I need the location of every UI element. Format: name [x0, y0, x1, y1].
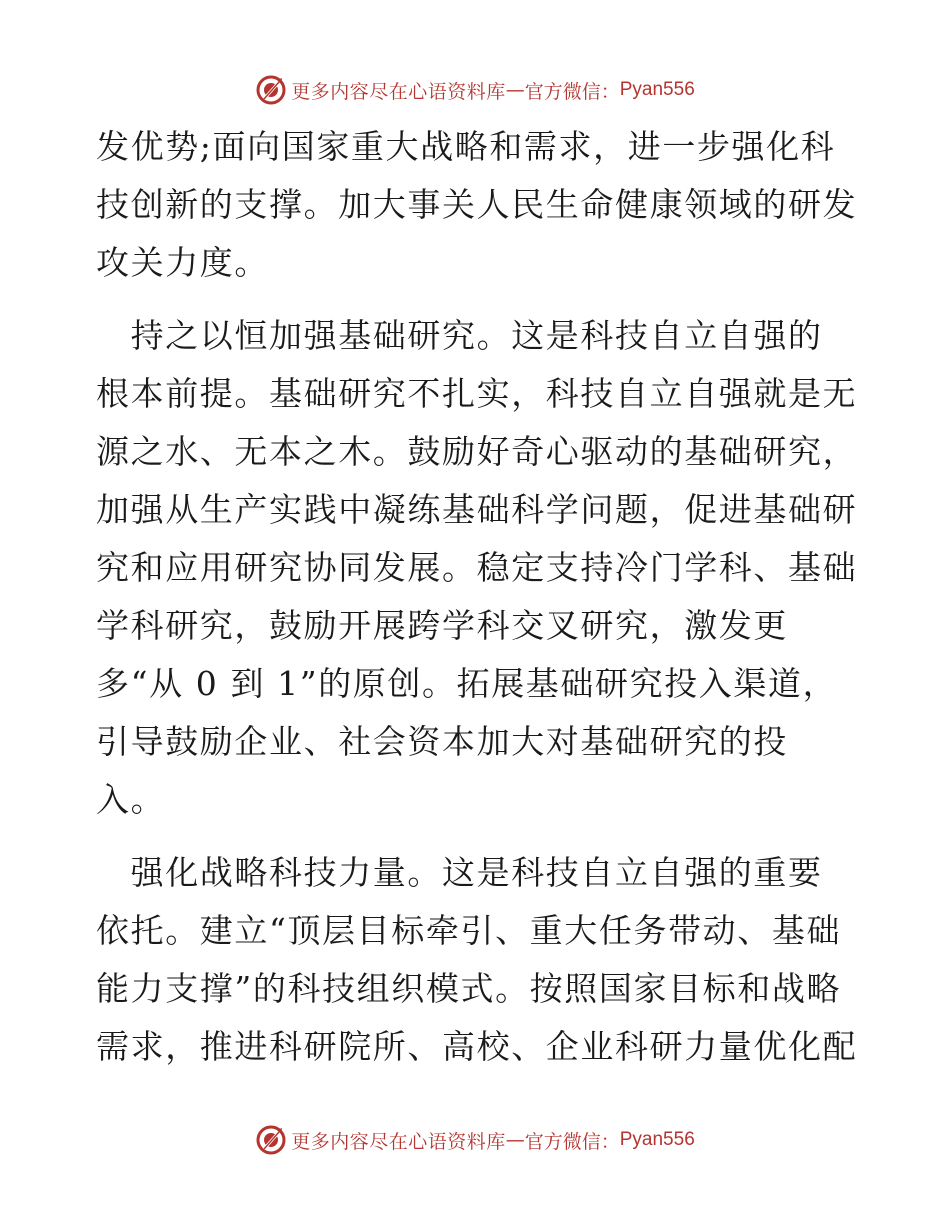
- text-line: 技创新的支撑。加大事关人民生命健康领域的研发: [96, 185, 858, 224]
- text-line: 强化战略科技力量。这是科技自立自强的重要: [96, 853, 823, 892]
- header-dash: —: [505, 79, 525, 101]
- text-line: 依托。建立“顶层目标牵引、重大任务带动、基础: [96, 911, 842, 950]
- text-line: 加强从生产实践中凝练基础科学问题，促进基础研: [96, 490, 858, 529]
- footer-dash: —: [505, 1129, 525, 1151]
- text-line: 根本前提。基础研究不扎实，科技自立自强就是无: [96, 374, 858, 413]
- text-line: 入。: [96, 780, 166, 819]
- pen-logo-icon: [255, 1124, 287, 1156]
- text-line: 能力支撑”的科技组织模式。按照国家目标和战略: [96, 969, 842, 1008]
- text-line: 持之以恒加强基础研究。这是科技自立自强的: [96, 316, 823, 355]
- pen-logo-icon: [255, 74, 287, 106]
- text-line: 引导鼓励企业、社会资本加大对基础研究的投: [96, 722, 788, 761]
- footer-title: 更多内容尽在心语资料库: [291, 1130, 506, 1153]
- text-line: 需求，推进科研院所、高校、企业科研力量优化配: [96, 1027, 858, 1066]
- text-line: 究和应用研究协同发展。稳定支持冷门学科、基础: [96, 548, 858, 587]
- footer-wechat-id: Pyan556: [619, 1129, 695, 1150]
- text-line: 多“从 0 到 1”的原创。拓展基础研究投入渠道，: [96, 664, 838, 703]
- header-wechat-id: Pyan556: [619, 79, 695, 100]
- text-line: 源之水、无本之木。鼓励好奇心驱动的基础研究，: [96, 432, 858, 471]
- footer-banner: [0, 1122, 950, 1158]
- text-line: 攻关力度。: [96, 243, 269, 282]
- text-line: 发优势;面向国家重大战略和需求，进一步强化科: [96, 127, 836, 166]
- header-title: 更多内容尽在心语资料库: [291, 80, 506, 103]
- header-banner: [0, 72, 950, 108]
- header-wechat-label: 官方微信：: [524, 80, 620, 103]
- footer-wechat-label: 官方微信：: [524, 1130, 620, 1153]
- text-line: 学科研究，鼓励开展跨学科交叉研究，激发更: [96, 606, 788, 645]
